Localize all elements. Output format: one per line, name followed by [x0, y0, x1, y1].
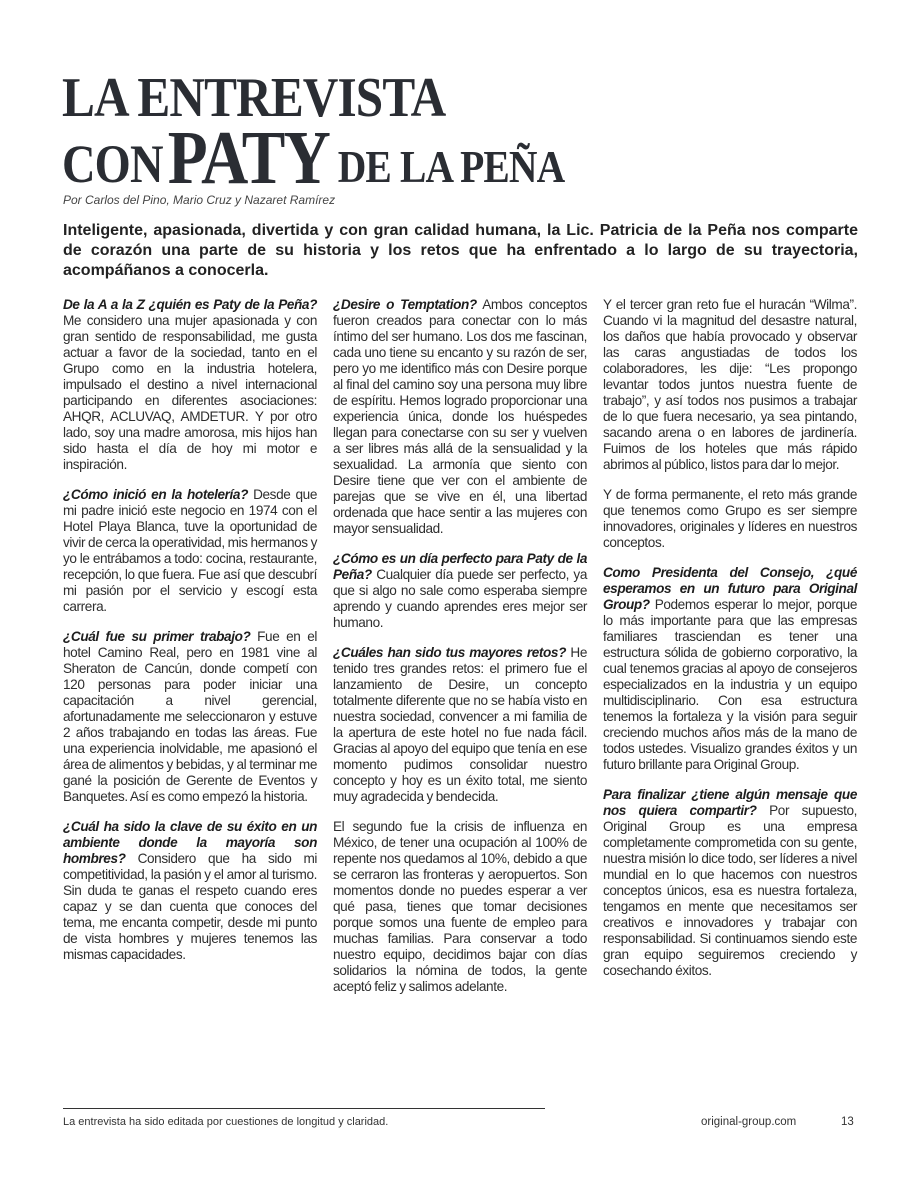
interview-answer: El segundo fue la crisis de influenza en México, de tener una ocupación al 100% de repente nos quedamos al 10%, debido a que se cerraron las fronteras y aeropuertos. Son momentos donde no puedes esperar a ver qué pasa, tienes que tomar decisiones porque somos una fuente de empleo para muchas familias. Para conservar a todo nuestro equipo, decidimos bajar con días solidarios la nómina de todos, la gente aceptó feliz y salimos adelante.: [333, 819, 587, 994]
column-1: [63, 297, 317, 977]
interview-question: ¿Cómo inició en la hotelería?: [63, 487, 248, 502]
article-paragraph: [603, 565, 857, 773]
page-number: 13: [841, 1116, 854, 1128]
article-paragraph: [333, 297, 587, 537]
interview-question: ¿Cómo es un día perfecto para Paty de la Peña?: [333, 551, 587, 582]
interview-answer: Fue en el hotel Camino Real, pero en 1981 vine al Sheraton de Cancún, donde competí con 120 personas para poder iniciar una capacitación a nivel gerencial, afortunadamente me seleccionaron y estuve 2 años trabajando en todas las áreas. Fue una experiencia inolvidable, me apasionó el área de alimentos y bebidas, y al terminar me gané la posición de Gerente de Eventos y Banquetes. Así es como empezó la historia.: [63, 629, 317, 804]
interview-answer: Podemos esperar lo mejor, porque lo más importante para que las empresas familiares trasciendan es tener una estructura sólida de gobierno corporativo, la cual tenemos gracias al apoyo de consejeros especializados en la industria y un equipo multidisciplinario. Con esa estructura tenemos la fortaleza y la visión para seguir creciendo muchos años más de la mano de todos ustedes. Visualizo grandes éxitos y un futuro brillante para Original Group.: [603, 597, 857, 772]
article-paragraph: [333, 551, 587, 631]
article-paragraph: [63, 297, 317, 473]
article-paragraph: [333, 819, 587, 995]
interview-answer: Desde que mi padre inició este negocio en 1974 con el Hotel Playa Blanca, tuve la oportunidad de vivir de cerca la operatividad, mis hermanos y yo le entrábamos a todo: cocina, restaurante, recepción, lo que fuera. Fue así que descubrí mi pasión por el servicio y escogí esta carrera.: [63, 487, 318, 614]
interview-answer: Considero que ha sido mi competitividad, la pasión y el amor al turismo. Sin duda te ganas el respeto cuando eres capaz y se dan cuenta que conoces del tema, me encanta competir, desde mi punto de vista hombres y mujeres tenemos las mismas capacidades.: [63, 851, 317, 962]
article-paragraph: [603, 297, 857, 473]
column-2: [333, 297, 587, 1009]
article-paragraph: [333, 645, 587, 805]
footer-divider: [63, 1108, 545, 1109]
interview-question: ¿Desire o Temptation?: [333, 297, 477, 312]
article-paragraph: [63, 629, 317, 805]
lead-paragraph: Inteligente, apasionada, divertida y con gran calidad humana, la Lic. Patricia de la Peña nos comparte de corazón una parte de su historia y los retos que ha enfrentado a lo largo de su trayectoria, acompáñanos a conocerla.: [63, 222, 858, 279]
interview-answer: Ambos conceptos fueron creados para conectar con lo más íntimo del ser humano. Los dos me fascinan, cada uno tiene su encanto y su razón de ser, pero yo me identifico más con Desire porque al final del camino soy una persona muy libre de espíritu. Hemos logrado proporcionar una experiencia única, donde los huéspedes llegan para conectarse con su ser y vuelven a ser libres más allá de la sensualidad y la sexualidad. La armonía que siento con Desire tiene que ver con el ambiente de parejas que se vive en él, una libertad ordenada que hace sentir a las mujeres con mayor sensualidad.: [333, 297, 587, 536]
interview-question: De la A a la Z ¿quién es Paty de la Peña?: [63, 297, 317, 312]
footer-note: La entrevista ha sido editada por cuestiones de longitud y claridad.: [63, 1116, 389, 1128]
title-line-1: LA ENTREVISTA: [62, 67, 446, 129]
article-paragraph: [603, 787, 857, 979]
interview-question: ¿Cuáles han sido tus mayores retos?: [333, 645, 566, 660]
title-con: CON: [62, 134, 163, 194]
article-paragraph: [63, 487, 317, 615]
interview-answer: He tenido tres grandes retos: el primero fue el lanzamiento de Desire, un concepto totalmente diferente que no se había visto en nuestra sociedad, convencer a mi familia de la apertura de este hotel no fue nada fácil. Gracias al apoyo del equipo que tenía en ese momento pudimos consolidar nuestro concepto y hoy es un éxito total, me siento muy agradecida y bendecida.: [333, 645, 587, 804]
interview-question: ¿Cuál ha sido la clave de su éxito en un ambiente donde la mayoría son hombres?: [63, 819, 317, 866]
interview-answer: Me considero una mujer apasionada y con gran sentido de responsabilidad, me gusta actuar a favor de la sociedad, tanto en el Grupo como en la industria hotelera, impulsado el destino a nivel internacional participando en diferentes asociaciones: AHQR, ACLUVAQ, AMDETUR. Y por otro lado, soy una madre amorosa, mis hijos han sido hasta el día de hoy mi motor e inspiración.: [63, 313, 317, 472]
article-paragraph: [63, 819, 317, 963]
title-paty: PATY: [167, 116, 330, 200]
interview-answer: Por supuesto, Original Group es una empresa completamente comprometida con su gente, nuestra misión lo dice todo, ser líderes a nivel mundial en lo que hacemos con nuestros conceptos únicos, esa es nuestra fortaleza, tengamos en mente que necesitamos ser creativos e innovadores y trabajar con responsabilidad. Si continuamos siendo este gran equipo seguiremos creciendo y cosechando éxitos.: [603, 803, 857, 978]
interview-question: Para finalizar ¿tiene algún mensaje que nos quiera compartir?: [603, 787, 857, 818]
footer-site-link[interactable]: original-group.com: [701, 1116, 797, 1128]
interview-question: ¿Cuál fue su primer trabajo?: [63, 629, 251, 644]
column-3: [603, 297, 857, 993]
interview-answer: Cualquier día puede ser perfecto, ya que si algo no sale como esperaba siempre aprendo y cuando aprendes eres mejor ser humano.: [333, 567, 587, 630]
title-de-la-pena: DE LA PEÑA: [337, 141, 565, 192]
byline: Por Carlos del Pino, Mario Cruz y Nazaret Ramírez: [63, 193, 336, 207]
interview-question: Como Presidenta del Consejo, ¿qué esperamos en un futuro para Original Group?: [603, 565, 857, 612]
interview-answer: Y el tercer gran reto fue el huracán “Wilma”. Cuando vi la magnitud del desastre natural, los daños que había provocado y observar las caras angustiadas de todos los colaboradores, les dije: “Les propongo levantar todos juntos nuestra fuente de trabajo”, y así todos nos pusimos a trabajar de lo que fuera necesario, ya sea pintando, sacando arena o en labores de jardinería. Fuimos de los hoteles que más rápido abrimos al público, listos para dar lo mejor.: [603, 297, 857, 472]
article-paragraph: [603, 487, 857, 551]
interview-answer: Y de forma permanente, el reto más grande que tenemos como Grupo es ser siempre innovadores, originales y líderes en nuestros conceptos.: [603, 487, 857, 550]
